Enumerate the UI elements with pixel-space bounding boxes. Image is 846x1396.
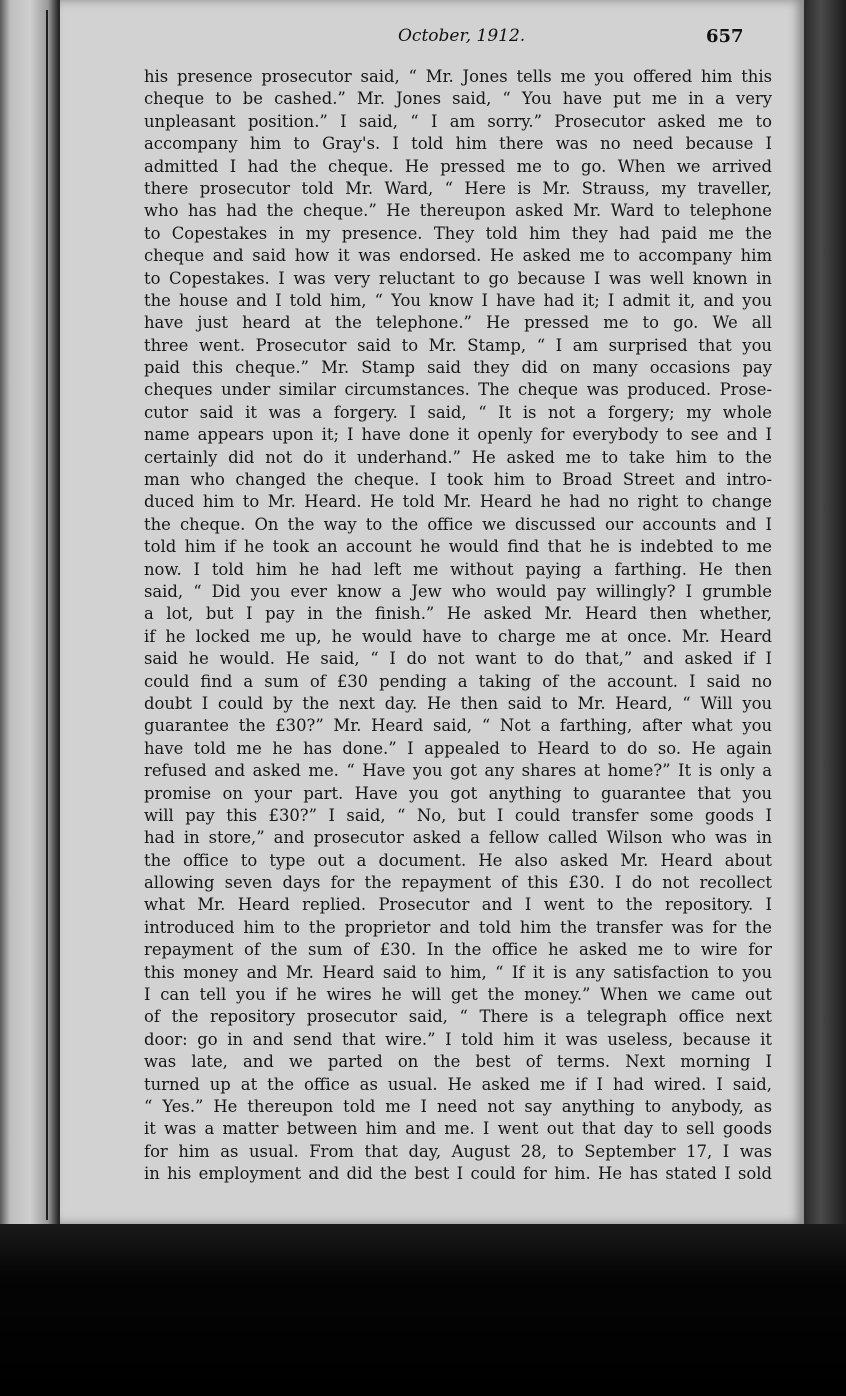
text-line: have just heard at the telephone.” He pressed me to go. We all [144,313,772,333]
text-line: certainly did not do it underhand.” He asked me to take him to the [144,447,772,467]
text-line: will pay this £30?” I said, “ No, but I could transfer some goods I [144,805,772,825]
text-line: it was a matter between him and me. I went out that day to sell goods [144,1119,772,1139]
text-line: what Mr. Heard replied. Prosecutor and I went to the repository. I [144,895,772,915]
text-line: cheque and said how it was endorsed. He asked me to accompany him [144,246,772,266]
text-line: admitted I had the cheque. He pressed me to go. When we arrived [144,156,772,176]
text-line: “ Yes.” He thereupon told me I need not say anything to anybody, as [144,1096,772,1116]
text-line: the cheque. On the way to the office we discussed our accounts and I [144,514,772,534]
text-line: said he would. He said, “ I do not want to do that,” and asked if I [144,649,772,669]
text-line: promise on your part. Have you got anything to guarantee that you [144,783,772,803]
text-line: there prosecutor told Mr. Ward, “ Here is Mr. Strauss, my traveller, [144,178,772,198]
scan-background [0,1224,846,1396]
text-line: this money and Mr. Heard said to him, “ If it is any satisfaction to you [144,962,772,982]
text-line: told him if he took an account he would find that he is indebted to me [144,537,772,557]
text-line: door: go in and send that wire.” I told him it was useless, because it [144,1029,772,1049]
text-line: the house and I told him, “ You know I have had it; I admit it, and you [144,290,772,310]
text-line: name appears upon it; I have done it openly for everybody to see and I [144,425,772,445]
text-line: repayment of the sum of £30. In the office he asked me to wire for [144,940,772,960]
book-page [60,0,804,1224]
text-line: of the repository prosecutor said, “ There is a telegraph office next [144,1007,772,1027]
page-body-text [144,66,772,1186]
text-line: now. I told him he had left me without paying a farthing. He then [144,559,772,579]
text-line: a lot, but I pay in the finish.” He asked Mr. Heard then whether, [144,604,772,624]
page-number: 657 [706,26,744,47]
text-line: duced him to Mr. Heard. He told Mr. Heard he had no right to change [144,492,772,512]
text-line: if he locked me up, he would have to charge me at once. Mr. Heard [144,626,772,646]
text-line: could find a sum of £30 pending a taking of the account. I said no [144,671,772,691]
text-line: cheque to be cashed.” Mr. Jones said, “ You have put me in a very [144,89,772,109]
text-line: man who changed the cheque. I took him to Broad Street and intro- [144,470,772,490]
text-line: said, “ Did you ever know a Jew who would pay willingly? I grumble [144,581,772,601]
text-line: who has had the cheque.” He thereupon asked Mr. Ward to telephone [144,201,772,221]
text-line: introduced him to the proprietor and told him the transfer was for the [144,917,772,937]
text-line: cheques under similar circumstances. The cheque was produced. Prose- [144,380,772,400]
binding-rule [46,10,48,1220]
text-line: was late, and we parted on the best of terms. Next morning I [144,1052,772,1072]
text-line: the office to type out a document. He also asked Mr. Heard about [144,850,772,870]
text-line: his presence prosecutor said, “ Mr. Jones tells me you offered him this [144,67,772,86]
text-line: paid this cheque.” Mr. Stamp said they did on many occasions pay [144,358,772,378]
text-line: allowing seven days for the repayment of this £30. I do not recollect [144,873,772,893]
text-line: I can tell you if he wires he will get the money.” When we came out [144,985,772,1005]
text-line: for him as usual. From that day, August 28, to September 17, I was [144,1141,772,1161]
text-line: accompany him to Gray's. I told him there was no need because I [144,134,772,154]
text-line: doubt I could by the next day. He then said to Mr. Heard, “ Will you [144,693,772,713]
text-line: unpleasant position.” I said, “ I am sorry.” Prosecutor asked me to [144,111,772,131]
text-line: guarantee the £30?” Mr. Heard said, “ Not a farthing, after what you [144,716,772,736]
text-line: to Copestakes. I was very reluctant to go because I was well known in [144,268,772,288]
page-date-heading: October, 1912. [398,26,526,46]
running-head [60,26,804,52]
adjacent-page-edge [804,0,846,1396]
text-line: have told me he has done.” I appealed to Heard to do so. He again [144,738,772,758]
text-line: three went. Prosecutor said to Mr. Stamp, “ I am surprised that you [144,335,772,355]
text-line: in his employment and did the best I could for him. He has stated I sold [144,1164,772,1184]
text-line: cutor said it was a forgery. I said, “ It is not a forgery; my whole [144,402,772,422]
text-line: refused and asked me. “ Have you got any shares at home?” It is only a [144,761,772,781]
binding-edge [0,0,62,1230]
text-line: turned up at the office as usual. He asked me if I had wired. I said, [144,1074,772,1094]
text-line: to Copestakes in my presence. They told him they had paid me the [144,223,772,243]
text-line: had in store,” and prosecutor asked a fellow called Wilson who was in [144,828,772,848]
